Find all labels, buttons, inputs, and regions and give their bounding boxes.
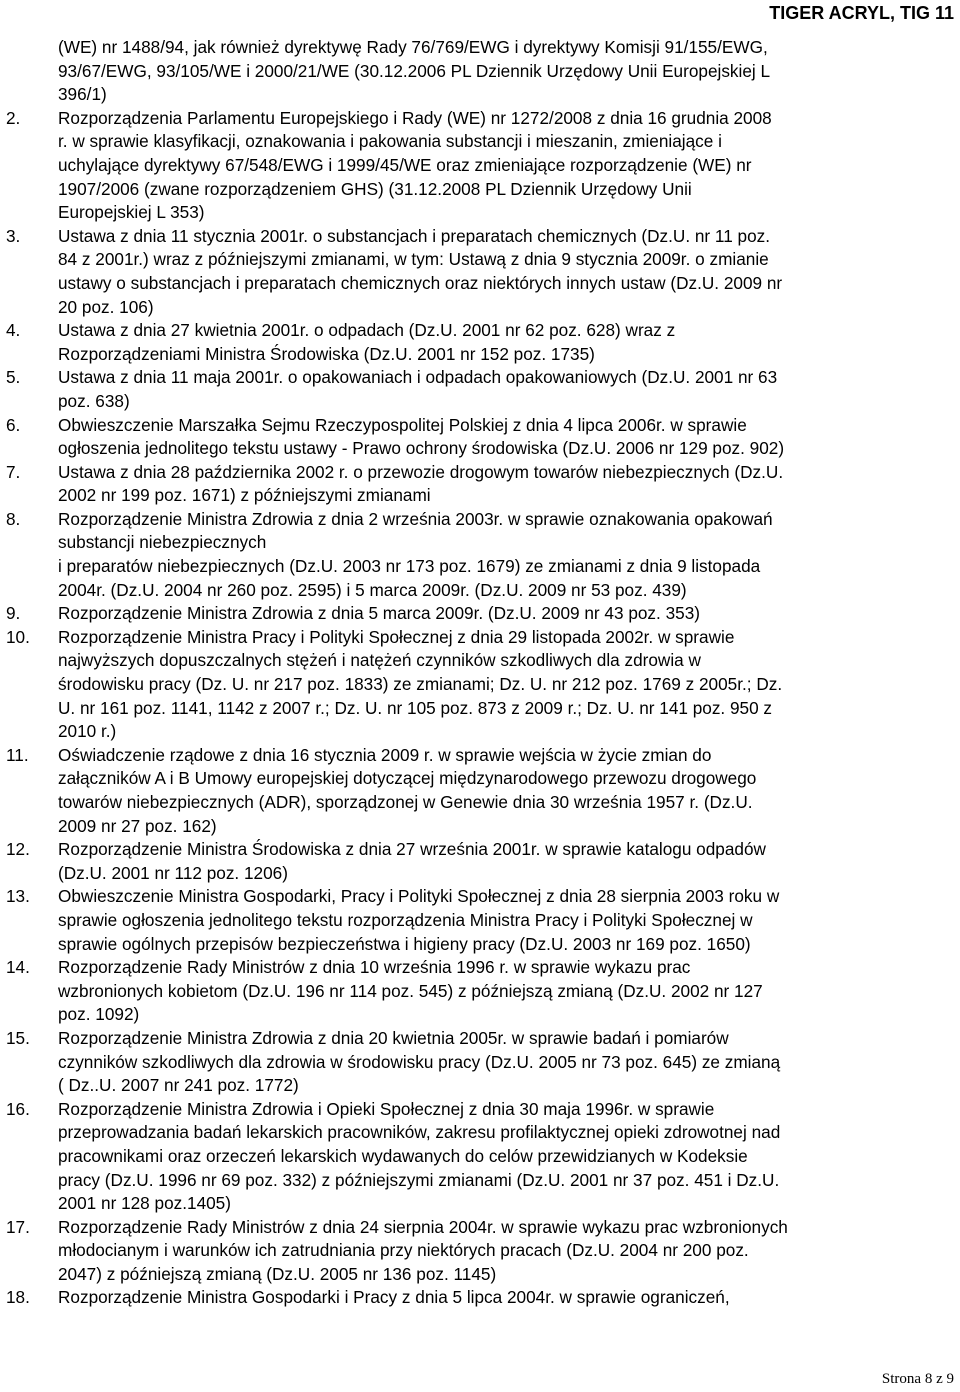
list-item-text: załączników A i B Umowy europejskiej dotyczącej międzynarodowego przewozu drogowego xyxy=(58,768,757,789)
document-line xyxy=(0,484,960,508)
list-item-text: Rozporządzenie Ministra Środowiska z dnia 27 września 2001r. w sprawie katalogu odpadów xyxy=(58,839,766,860)
list-item-text: substancji niebezpiecznych xyxy=(58,532,267,553)
list-item-text: (WE) nr 1488/94, jak również dyrektywę Rady 76/769/EWG i dyrektywy Komisji 91/155/EWG, xyxy=(58,37,768,57)
list-item-text: wzbronionych kobietom (Dz.U. 196 nr 114 poz. 545) z późniejszą zmianą (Dz.U. 2002 nr 127 xyxy=(58,980,763,1001)
list-item-number: 12. xyxy=(6,839,30,860)
list-item-text: Rozporządzenie Ministra Zdrowia z dnia 20 kwietnia 2005r. w sprawie badań i pomiarów xyxy=(58,1027,729,1048)
list-item-number: 16. xyxy=(6,1098,30,1119)
list-item-text: 2010 r.) xyxy=(58,721,117,742)
list-item-text: Obwieszczenie Marszałka Sejmu Rzeczypospolitej Polskiej z dnia 4 lipca 2006r. w sprawie xyxy=(58,414,747,435)
document-line xyxy=(0,744,960,768)
list-item-number: 15. xyxy=(6,1027,30,1048)
document-line xyxy=(0,1027,960,1051)
document-line xyxy=(0,933,960,957)
list-item-number: 11. xyxy=(6,744,29,765)
list-item-text: Rozporządzeniami Ministra Środowiska (Dz.U. 2001 nr 152 poz. 1735) xyxy=(58,343,595,364)
list-item-text: uchylające dyrektywy 67/548/EWG i 1999/45/WE oraz zmieniające rozporządzenie (WE) nr xyxy=(58,154,752,175)
document-line xyxy=(0,579,960,603)
document-line xyxy=(0,390,960,414)
list-item-text: Rozporządzenie Ministra Zdrowia i Opieki Społecznej z dnia 30 maja 1996r. w sprawie xyxy=(58,1098,715,1119)
document-line xyxy=(0,1239,960,1263)
list-item-text: Europejskiej L 353) xyxy=(58,202,205,223)
document-line xyxy=(0,1216,960,1240)
list-item-text: pracownikami oraz orzeczeń lekarskich wydawanych do celów przewidzianych w Kodeksie xyxy=(58,1145,748,1166)
document-line xyxy=(0,673,960,697)
document-line xyxy=(0,508,960,532)
list-item-text: Oświadczenie rządowe z dnia 16 stycznia 2009 r. w sprawie wejścia w życie zmian do xyxy=(58,744,712,765)
document-line xyxy=(0,1192,960,1216)
list-item-text: 84 z 2001r.) wraz z późniejszymi zmianami, w tym: Ustawą z dnia 9 stycznia 2009r. o zmianie xyxy=(58,249,769,270)
document-line xyxy=(0,83,960,107)
list-item-text: (Dz.U. 2001 nr 112 poz. 1206) xyxy=(58,862,288,883)
list-item-number: 5. xyxy=(6,367,21,388)
document-line xyxy=(0,1003,960,1027)
document-line xyxy=(0,767,960,791)
list-item-text: Ustawa z dnia 11 stycznia 2001r. o substancjach i preparatach chemicznych (Dz.U. nr 11 poz. xyxy=(58,225,771,246)
list-item-number: 4. xyxy=(6,320,21,341)
document-line xyxy=(0,1263,960,1287)
list-item-text: Rozporządzenie Ministra Gospodarki i Pracy z dnia 5 lipca 2004r. w sprawie ograniczeń, xyxy=(58,1287,730,1308)
list-item-text: Ustawa z dnia 11 maja 2001r. o opakowaniach i odpadach opakowaniowych (Dz.U. 2001 nr 63 xyxy=(58,367,778,388)
page-number: Strona 8 z 9 xyxy=(881,1371,954,1387)
document-line xyxy=(0,36,960,60)
document-line xyxy=(0,697,960,721)
document-line xyxy=(0,791,960,815)
document-line xyxy=(0,555,960,579)
list-item-text: 1907/2006 (zwane rozporządzeniem GHS) (31.12.2008 PL Dziennik Urzędowy Unii xyxy=(58,178,692,199)
list-item-number: 17. xyxy=(6,1216,30,1237)
list-item-number: 9. xyxy=(6,603,21,624)
list-item-text: Rozporządzenie Rady Ministrów z dnia 10 września 1996 r. w sprawie wykazu prac xyxy=(58,957,691,978)
list-item-text: Rozporządzenie Ministra Zdrowia z dnia 5 marca 2009r. (Dz.U. 2009 nr 43 poz. 353) xyxy=(58,603,700,624)
list-item-text: Ustawa z dnia 27 kwietnia 2001r. o odpadach (Dz.U. 2001 nr 62 poz. 628) wraz z xyxy=(58,320,676,341)
document-line xyxy=(0,272,960,296)
document-line xyxy=(0,626,960,650)
list-item-text: 396/1) xyxy=(58,84,107,105)
list-item-text: Rozporządzenia Parlamentu Europejskiego i Rady (WE) nr 1272/2008 z dnia 16 grudnia 2008 xyxy=(58,107,772,128)
list-item-text: pracy (Dz.U. 1996 nr 69 poz. 332) z późniejszymi zmianami (Dz.U. 2001 nr 37 poz. 451 i Dz.U. xyxy=(58,1169,780,1190)
list-item-number: 8. xyxy=(6,508,21,529)
list-item-number: 6. xyxy=(6,414,21,435)
list-item-text: U. nr 161 poz. 1141, 1142 z 2007 r.; Dz. U. nr 105 poz. 873 z 2009 r.; Dz. U. nr 141 poz. 950 z xyxy=(58,697,773,718)
document-line xyxy=(0,649,960,673)
list-item-text: 93/67/EWG, 93/105/WE i 2000/21/WE (30.12.2006 PL Dziennik Urzędowy Unii Europejskiej L xyxy=(58,60,771,81)
document-line xyxy=(0,319,960,343)
document-line xyxy=(0,1145,960,1169)
list-item-number: 18. xyxy=(6,1287,30,1308)
document-line xyxy=(0,366,960,390)
list-item-text: Obwieszczenie Ministra Gospodarki, Pracy i Polityki Społecznej z dnia 28 sierpnia 2003 roku w xyxy=(58,886,780,907)
document-line xyxy=(0,130,960,154)
document-line xyxy=(0,343,960,367)
document-line xyxy=(0,437,960,461)
document-line xyxy=(0,980,960,1004)
list-item-text: Rozporządzenie Ministra Pracy i Polityki Społecznej z dnia 29 listopada 2002r. w sprawie xyxy=(58,626,735,647)
list-item-text: Ustawa z dnia 28 października 2002 r. o przewozie drogowym towarów niebezpiecznych (Dz.U. xyxy=(58,461,784,482)
document-line xyxy=(0,956,960,980)
document-line xyxy=(0,885,960,909)
list-item-text: 2047) z późniejszą zmianą (Dz.U. 2005 nr 136 poz. 1145) xyxy=(58,1263,497,1284)
list-item-text: ustawy o substancjach i preparatach chemicznych oraz niektórych innych ustaw (Dz.U. 2009 nr xyxy=(58,272,783,293)
document-line xyxy=(0,154,960,178)
list-item-text: poz. 1092) xyxy=(58,1004,140,1025)
list-item-number: 14. xyxy=(6,957,30,978)
list-item-number: 3. xyxy=(6,225,21,246)
document-line xyxy=(0,461,960,485)
list-item-text: sprawie ogólnych przepisów bezpieczeństwa i higieny pracy (Dz.U. 2003 nr 169 poz. 1650) xyxy=(58,933,751,954)
document-line xyxy=(0,107,960,131)
document-line xyxy=(0,1286,960,1310)
document-line xyxy=(0,296,960,320)
list-item-text: sprawie ogłoszenia jednolitego tekstu rozporządzenia Ministra Pracy i Polityki Społecznej w xyxy=(58,909,753,930)
list-item-text: Rozporządzenie Rady Ministrów z dnia 24 sierpnia 2004r. w sprawie wykazu prac wzbronionych xyxy=(58,1216,788,1237)
list-item-text: środowisku pracy (Dz. U. nr 217 poz. 1833) ze zmianami; Dz. U. nr 212 poz. 1769 z 2005r.; Dz. xyxy=(58,674,783,695)
list-item-text: Rozporządzenie Ministra Zdrowia z dnia 2 września 2003r. w sprawie oznakowania opakowań xyxy=(58,508,773,529)
document-line xyxy=(0,909,960,933)
document-line xyxy=(0,178,960,202)
document-line xyxy=(0,1121,960,1145)
document-line xyxy=(0,720,960,744)
document-line xyxy=(0,531,960,555)
list-item-number: 13. xyxy=(6,886,30,907)
document-line xyxy=(0,248,960,272)
document-line xyxy=(0,862,960,886)
list-item-text: r. w sprawie klasyfikacji, oznakowania i pakowania substancji i mieszanin, zmieniające i xyxy=(58,131,722,152)
list-item-text: ogłoszenia jednolitego tekstu ustawy - Prawo ochrony środowiska (Dz.U. 2006 nr 129 poz. 902) xyxy=(58,438,785,459)
list-item-text: i preparatów niebezpiecznych (Dz.U. 2003 nr 173 poz. 1679) ze zmianami z dnia 9 listopada xyxy=(58,556,761,577)
list-item-text: towarów niebezpiecznych (ADR), sporządzonej w Genewie dnia 30 września 1957 r. (Dz.U. xyxy=(58,792,753,812)
list-item-text: 2001 nr 128 poz.1405) xyxy=(58,1193,231,1214)
list-item-text: ( Dz..U. 2007 nr 241 poz. 1772) xyxy=(58,1075,299,1096)
list-item-text: 20 poz. 106) xyxy=(58,296,154,317)
document-header-title: TIGER ACRYL, TIG 11 xyxy=(769,3,954,23)
list-item-text: 2002 nr 199 poz. 1671) z późniejszymi zmianami xyxy=(58,485,431,506)
document-line xyxy=(0,602,960,626)
list-item-text: 2004r. (Dz.U. 2004 nr 260 poz. 2595) i 5 marca 2009r. (Dz.U. 2009 nr 53 poz. 439) xyxy=(58,579,687,600)
list-item-text: najwyższych dopuszczalnych stężeń i natężeń czynników szkodliwych dla zdrowia w xyxy=(58,650,701,671)
list-item-text: przeprowadzania badań lekarskich pracowników, zakresu profilaktycznej opieki zdrowotnej nad xyxy=(58,1122,781,1143)
document-line xyxy=(0,225,960,249)
list-item-number: 7. xyxy=(6,461,21,482)
document-line xyxy=(0,1074,960,1098)
list-item-text: poz. 638) xyxy=(58,390,130,411)
document-line xyxy=(0,201,960,225)
document-line xyxy=(0,1051,960,1075)
document-line xyxy=(0,815,960,839)
list-item-text: czynników szkodliwych dla zdrowia w środowisku pracy (Dz.U. 2005 nr 73 poz. 645) ze zmianą xyxy=(58,1051,781,1072)
list-item-number: 10. xyxy=(6,626,30,647)
list-item-text: 2009 nr 27 poz. 162) xyxy=(58,815,217,836)
document-line xyxy=(0,1098,960,1122)
document-body xyxy=(0,36,960,1310)
document-line xyxy=(0,414,960,438)
list-item-text: młodocianym i warunków ich zatrudniania przy niektórych pracach (Dz.U. 2004 nr 200 poz. xyxy=(58,1240,749,1261)
list-item-number: 2. xyxy=(6,107,21,128)
document-line xyxy=(0,1169,960,1193)
document-line xyxy=(0,838,960,862)
document-line xyxy=(0,60,960,84)
